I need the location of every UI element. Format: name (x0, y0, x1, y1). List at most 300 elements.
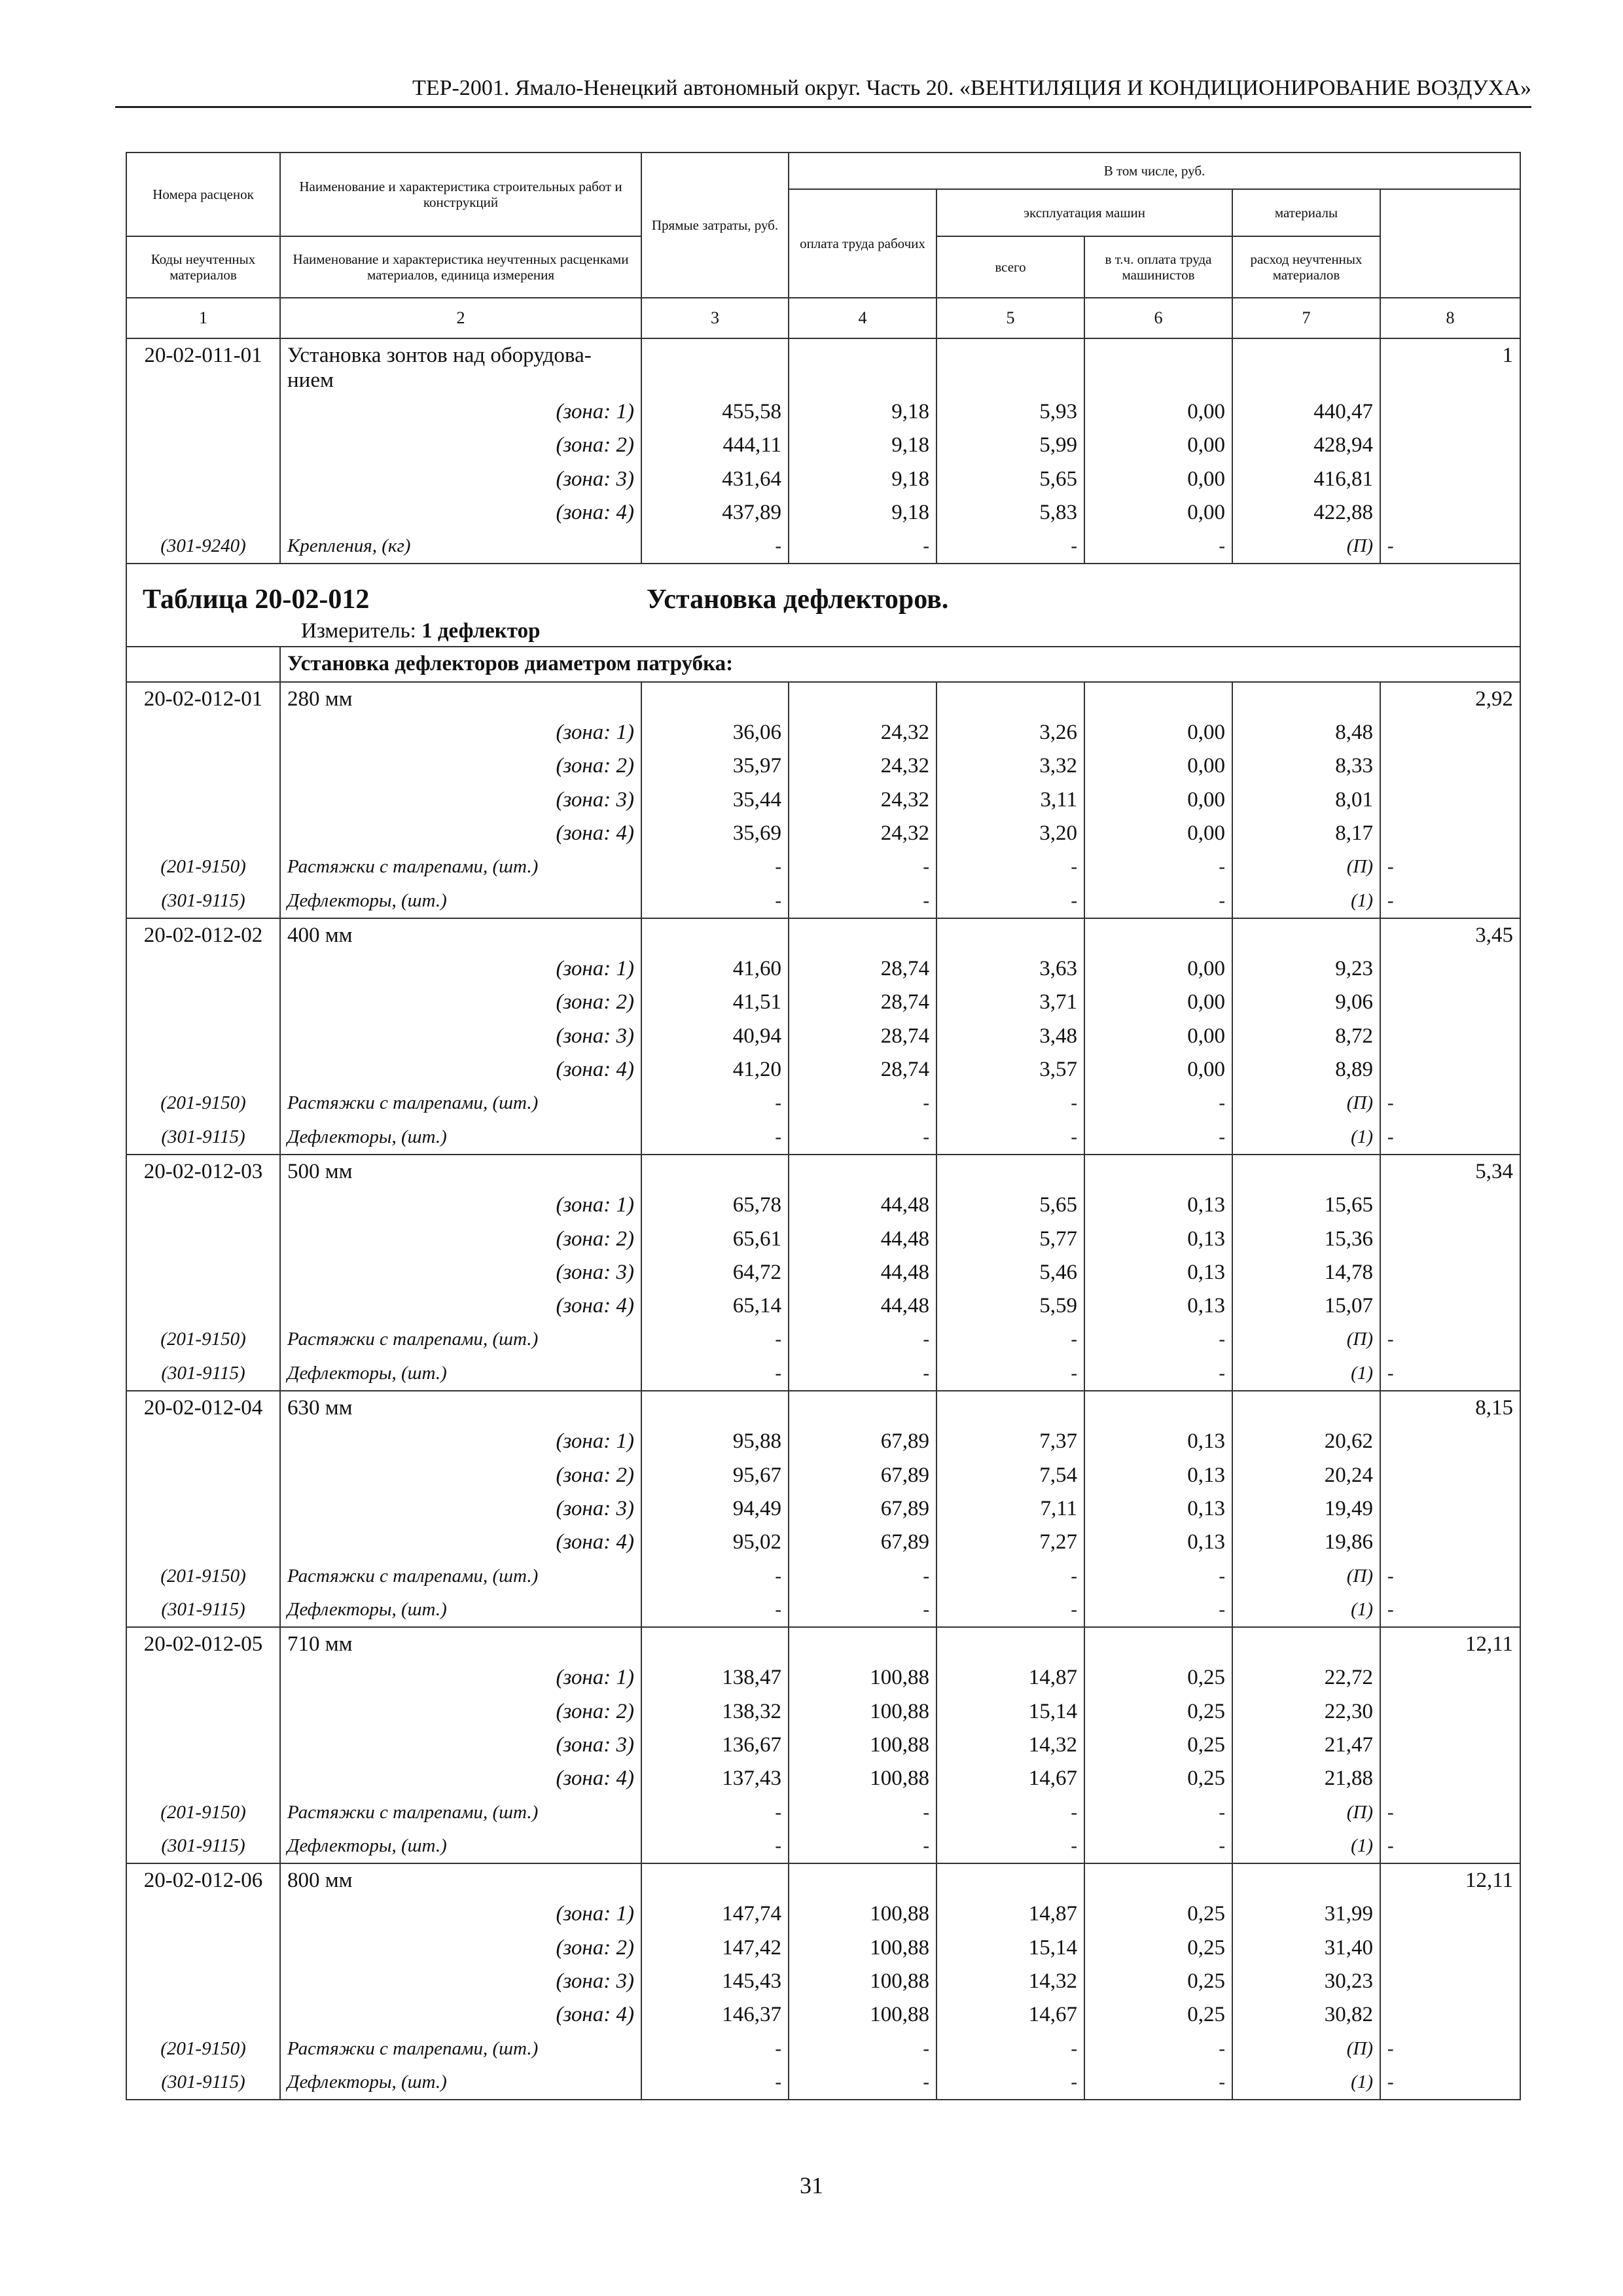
cost-value: 14,78 (1232, 1256, 1380, 1289)
empty-cell (1380, 1897, 1520, 1931)
rate-code: 20-02-012-06 (126, 1863, 280, 1897)
cost-value: 5,77 (936, 1223, 1084, 1256)
zone-label: (зона: 3) (280, 1729, 641, 1762)
cost-value: 28,74 (789, 1053, 936, 1086)
dash-value: - (936, 2032, 1084, 2066)
dash-value: - (1380, 1829, 1520, 1863)
rate-name: 400 мм (280, 918, 641, 952)
dash-value: - (1084, 1121, 1232, 1155)
cost-value: 64,72 (641, 1256, 789, 1289)
dash-value: - (1380, 1323, 1520, 1356)
empty-cell (1380, 429, 1520, 462)
dash-value: - (641, 1357, 789, 1391)
col-header-rate-numbers: Номера расценок (126, 152, 280, 236)
cost-value: 0,25 (1084, 1931, 1232, 1965)
cost-value: 44,48 (789, 1289, 936, 1323)
rate-title-row (126, 1863, 1520, 1897)
empty-cell (1084, 682, 1232, 716)
cost-value: 100,88 (789, 1931, 936, 1965)
table-subtitle-row (126, 647, 1520, 681)
empty-cell (1380, 817, 1520, 850)
empty-cell (1380, 463, 1520, 496)
cost-value: 147,74 (641, 1897, 789, 1931)
material-consumption: (1) (1232, 884, 1380, 918)
material-consumption: (П) (1232, 1796, 1380, 1829)
dash-value: - (789, 1121, 936, 1155)
col-header-material-consumption: расход неучтенных материалов (1232, 236, 1380, 298)
empty-cell (126, 1998, 280, 2032)
dash-value: - (936, 1323, 1084, 1356)
empty-cell (1084, 1391, 1232, 1425)
rate-name: 710 мм (280, 1627, 641, 1661)
empty-cell (1232, 1391, 1380, 1425)
empty-cell (1380, 1189, 1520, 1222)
col-header-direct-costs: Прямые затраты, руб. (641, 152, 789, 298)
dash-value: - (1084, 2066, 1232, 2100)
empty-cell (126, 1289, 280, 1323)
empty-cell (126, 496, 280, 529)
cost-value: 95,88 (641, 1425, 789, 1458)
empty-cell (1380, 1492, 1520, 1526)
cost-value: 440,47 (1232, 395, 1380, 429)
cost-value: 0,00 (1084, 817, 1232, 850)
material-consumption: (1) (1232, 1829, 1380, 1863)
cost-value: 35,69 (641, 817, 789, 850)
zone-label: (зона: 1) (280, 1661, 641, 1695)
dash-value: - (789, 1593, 936, 1627)
empty-cell (126, 1020, 280, 1053)
empty-cell (936, 338, 1084, 395)
dash-value: - (1084, 1593, 1232, 1627)
cost-value: 3,26 (936, 716, 1084, 749)
rate-title-row (126, 338, 1520, 395)
empty-cell (126, 1256, 280, 1289)
zone-row (126, 1459, 1520, 1492)
dash-value: - (789, 1357, 936, 1391)
table-code: Таблица 20-02-012 (143, 584, 370, 615)
col-number: 6 (1084, 298, 1232, 338)
material-name: Растяжки с талрепами, (шт.) (280, 1086, 641, 1120)
rate-title-row (126, 918, 1520, 952)
cost-value: 95,67 (641, 1459, 789, 1492)
cost-value: 14,67 (936, 1762, 1084, 1795)
material-row (126, 884, 1520, 918)
cost-value: 0,00 (1084, 952, 1232, 986)
col-number: 4 (789, 298, 936, 338)
empty-cell (1232, 1155, 1380, 1189)
material-code: (201-9150) (126, 1323, 280, 1356)
empty-cell (789, 918, 936, 952)
cost-value: 0,00 (1084, 783, 1232, 817)
empty-cell (1380, 716, 1520, 749)
zone-label: (зона: 3) (280, 1492, 641, 1526)
cost-value: 0,25 (1084, 1661, 1232, 1695)
empty-cell (1380, 496, 1520, 529)
empty-cell (936, 1391, 1084, 1425)
dash-value: - (936, 1829, 1084, 1863)
dash-value: - (641, 529, 789, 564)
cost-value: 24,32 (789, 749, 936, 783)
cost-value: 7,54 (936, 1459, 1084, 1492)
empty-cell (1232, 338, 1380, 395)
cost-value: 35,97 (641, 749, 789, 783)
dash-value: - (789, 1560, 936, 1593)
cost-value: 41,60 (641, 952, 789, 986)
meter-value: 1 дефлектор (421, 619, 541, 643)
cost-value: 3,71 (936, 986, 1084, 1019)
cost-value: 22,72 (1232, 1661, 1380, 1695)
dash-value: - (1380, 884, 1520, 918)
material-code: (201-9150) (126, 1086, 280, 1120)
zone-row (126, 1897, 1520, 1931)
col-header-worker-pay: оплата труда рабочих (789, 189, 936, 298)
dash-value: - (789, 1829, 936, 1863)
dash-value: - (641, 1796, 789, 1829)
dash-value: - (1084, 2032, 1232, 2066)
zone-label: (зона: 4) (280, 1998, 641, 2032)
cost-value: 9,18 (789, 429, 936, 462)
cost-value: 3,11 (936, 783, 1084, 817)
cost-value: 9,18 (789, 463, 936, 496)
table-subtitle: Установка дефлекторов диаметром патрубка: (280, 647, 1520, 681)
empty-cell (936, 918, 1084, 952)
cost-value: 28,74 (789, 952, 936, 986)
cost-value: 7,11 (936, 1492, 1084, 1526)
cost-value: 41,51 (641, 986, 789, 1019)
cost-value: 20,24 (1232, 1459, 1380, 1492)
cost-value: 31,40 (1232, 1931, 1380, 1965)
zone-label: (зона: 4) (280, 1526, 641, 1559)
empty-cell (126, 1223, 280, 1256)
dash-value: - (641, 1121, 789, 1155)
cost-value: 9,06 (1232, 986, 1380, 1019)
dash-value: - (936, 1086, 1084, 1120)
material-consumption: (П) (1232, 850, 1380, 884)
cost-value: 24,32 (789, 716, 936, 749)
dash-value: - (936, 529, 1084, 564)
zone-row (126, 1256, 1520, 1289)
dash-value: - (936, 850, 1084, 884)
cost-value: 20,62 (1232, 1425, 1380, 1458)
zone-label: (зона: 3) (280, 783, 641, 817)
material-code: (201-9150) (126, 2032, 280, 2066)
zone-row (126, 783, 1520, 817)
empty-cell (1232, 1627, 1380, 1661)
empty-cell (126, 986, 280, 1019)
zone-label: (зона: 1) (280, 716, 641, 749)
zone-row (126, 749, 1520, 783)
col-header-machinist-pay: в т.ч. оплата труда машинистов (1084, 236, 1232, 298)
cost-value: 431,64 (641, 463, 789, 496)
material-code: (301-9115) (126, 1357, 280, 1391)
cost-value: 19,49 (1232, 1492, 1380, 1526)
cost-value: 8,33 (1232, 749, 1380, 783)
material-row (126, 1796, 1520, 1829)
zone-label: (зона: 3) (280, 1256, 641, 1289)
dash-value: - (789, 2066, 936, 2100)
cost-value: 0,00 (1084, 986, 1232, 1019)
col-number: 8 (1380, 298, 1520, 338)
page-header: ТЕР-2001. Ямало-Ненецкий автономный округ. Часть 20. «ВЕНТИЛЯЦИЯ И КОНДИЦИОНИРОВАНИЕ ВОЗДУХА» (115, 71, 1531, 108)
material-row (126, 2066, 1520, 2100)
col-number: 7 (1232, 298, 1380, 338)
zone-row (126, 1223, 1520, 1256)
cost-value: 147,42 (641, 1931, 789, 1965)
dash-value: - (1084, 1357, 1232, 1391)
cost-value: 44,48 (789, 1223, 936, 1256)
material-name: Дефлекторы, (шт.) (280, 1121, 641, 1155)
empty-cell (1380, 395, 1520, 429)
dash-value: - (789, 884, 936, 918)
material-row (126, 529, 1520, 564)
zone-label: (зона: 4) (280, 1762, 641, 1795)
empty-cell (126, 1729, 280, 1762)
cost-value: 67,89 (789, 1492, 936, 1526)
dash-value: - (1084, 1829, 1232, 1863)
empty-cell (1084, 338, 1232, 395)
empty-cell (1380, 1526, 1520, 1559)
dash-value: - (1084, 1560, 1232, 1593)
dash-value: - (789, 1086, 936, 1120)
material-row (126, 1323, 1520, 1356)
empty-cell (641, 918, 789, 952)
zone-row (126, 1661, 1520, 1695)
col-header-machines-total: всего (936, 236, 1084, 298)
empty-cell (126, 783, 280, 817)
dash-value: - (641, 1323, 789, 1356)
cost-value: 67,89 (789, 1526, 936, 1559)
dash-value: - (789, 529, 936, 564)
zone-row (126, 1425, 1520, 1458)
col-header-group-machines: эксплуатация машин (936, 189, 1232, 236)
zone-label: (зона: 2) (280, 429, 641, 462)
cost-value: 5,46 (936, 1256, 1084, 1289)
rate-code: 20-02-012-02 (126, 918, 280, 952)
rate-code: 20-02-011-01 (126, 338, 280, 395)
labor-cost: 2,92 (1380, 682, 1520, 716)
cost-value: 3,20 (936, 817, 1084, 850)
zone-label: (зона: 1) (280, 1897, 641, 1931)
rate-code: 20-02-012-01 (126, 682, 280, 716)
zone-row (126, 1053, 1520, 1086)
zone-row (126, 1965, 1520, 1998)
empty-cell (1084, 1863, 1232, 1897)
cost-value: 7,37 (936, 1425, 1084, 1458)
empty-cell (126, 1425, 280, 1458)
material-consumption: (П) (1232, 1560, 1380, 1593)
col-number: 3 (641, 298, 789, 338)
empty-cell (641, 1155, 789, 1189)
cost-value: 100,88 (789, 1762, 936, 1795)
material-code: (301-9240) (126, 529, 280, 564)
rates-table (126, 152, 1521, 2100)
cost-value: 30,23 (1232, 1965, 1380, 1998)
material-name: Дефлекторы, (шт.) (280, 884, 641, 918)
zone-row (126, 1695, 1520, 1729)
dash-value: - (1084, 1796, 1232, 1829)
cost-value: 145,43 (641, 1965, 789, 1998)
dash-value: - (641, 1560, 789, 1593)
dash-value: - (1084, 850, 1232, 884)
material-code: (301-9115) (126, 884, 280, 918)
table-caption-row (126, 564, 1520, 647)
rate-name: Установка зонтов над оборудова-нием (280, 338, 641, 395)
empty-cell (789, 1155, 936, 1189)
cost-value: 14,87 (936, 1897, 1084, 1931)
cost-value: 44,48 (789, 1256, 936, 1289)
dash-value: - (936, 1796, 1084, 1829)
zone-label: (зона: 1) (280, 1425, 641, 1458)
cost-value: 35,44 (641, 783, 789, 817)
dash-value: - (789, 850, 936, 884)
cost-value: 0,25 (1084, 1762, 1232, 1795)
empty-cell (126, 1897, 280, 1931)
material-name: Дефлекторы, (шт.) (280, 1829, 641, 1863)
zone-label: (зона: 3) (280, 1965, 641, 1998)
cost-value: 0,13 (1084, 1223, 1232, 1256)
empty-cell (1380, 1053, 1520, 1086)
cost-value: 8,72 (1232, 1020, 1380, 1053)
cost-value: 416,81 (1232, 463, 1380, 496)
labor-cost: 5,34 (1380, 1155, 1520, 1189)
zone-label: (зона: 1) (280, 395, 641, 429)
dash-value: - (789, 1796, 936, 1829)
material-code: (201-9150) (126, 1796, 280, 1829)
material-name: Растяжки с талрепами, (шт.) (280, 1323, 641, 1356)
col-number: 1 (126, 298, 280, 338)
cost-value: 5,65 (936, 463, 1084, 496)
zone-row (126, 1762, 1520, 1795)
col-header-material-names: Наименование и характеристика неучтенных расценками материалов, единица измерения (280, 236, 641, 298)
cost-value: 44,48 (789, 1189, 936, 1222)
material-code: (201-9150) (126, 1560, 280, 1593)
cost-value: 0,25 (1084, 1729, 1232, 1762)
col-header-group-in-total: В том числе, руб. (789, 152, 1520, 189)
empty-cell (789, 682, 936, 716)
empty-cell (936, 1627, 1084, 1661)
dash-value: - (936, 1560, 1084, 1593)
empty-cell (1380, 1289, 1520, 1323)
cost-value: 14,32 (936, 1965, 1084, 1998)
cost-value: 28,74 (789, 1020, 936, 1053)
cost-value: 15,36 (1232, 1223, 1380, 1256)
empty-cell (1380, 1223, 1520, 1256)
empty-cell (1380, 986, 1520, 1019)
cost-value: 100,88 (789, 1965, 936, 1998)
empty-cell (641, 338, 789, 395)
page-number: 31 (800, 2172, 823, 2198)
material-consumption: (П) (1232, 2032, 1380, 2066)
cost-value: 0,25 (1084, 1965, 1232, 1998)
zone-row (126, 1289, 1520, 1323)
cost-value: 0,13 (1084, 1526, 1232, 1559)
material-row (126, 2032, 1520, 2066)
zone-row (126, 1931, 1520, 1965)
empty-cell (1380, 1256, 1520, 1289)
cost-value: 8,48 (1232, 716, 1380, 749)
cost-value: 8,89 (1232, 1053, 1380, 1086)
col-number: 2 (280, 298, 641, 338)
labor-cost: 8,15 (1380, 1391, 1520, 1425)
material-code: (301-9115) (126, 2066, 280, 2100)
dash-value: - (641, 1829, 789, 1863)
zone-row (126, 1189, 1520, 1222)
cost-value: 100,88 (789, 1661, 936, 1695)
cost-value: 0,13 (1084, 1425, 1232, 1458)
cost-value: 3,48 (936, 1020, 1084, 1053)
col-number: 5 (936, 298, 1084, 338)
material-consumption: (1) (1232, 1593, 1380, 1627)
col-header-material-codes: Коды неучтенных материалов (126, 236, 280, 298)
dash-value: - (1380, 1357, 1520, 1391)
empty-cell (126, 1053, 280, 1086)
dash-value: - (1380, 1593, 1520, 1627)
dash-value: - (1380, 850, 1520, 884)
dash-value: - (641, 2032, 789, 2066)
empty-cell (126, 1459, 280, 1492)
empty-cell (1380, 1965, 1520, 1998)
empty-cell (126, 1762, 280, 1795)
table-body (126, 338, 1520, 2100)
zone-row (126, 716, 1520, 749)
material-row (126, 1357, 1520, 1391)
cost-value: 15,14 (936, 1931, 1084, 1965)
cost-value: 19,86 (1232, 1526, 1380, 1559)
empty-cell (1380, 749, 1520, 783)
labor-cost: 1 (1380, 338, 1520, 395)
empty-cell (126, 463, 280, 496)
empty-cell (936, 682, 1084, 716)
dash-value: - (1380, 2066, 1520, 2100)
rate-name: 500 мм (280, 1155, 641, 1189)
meter-label: Измеритель: (301, 619, 422, 643)
empty-cell (1380, 952, 1520, 986)
cost-value: 5,83 (936, 496, 1084, 529)
cost-value: 0,25 (1084, 1695, 1232, 1729)
material-code: (201-9150) (126, 850, 280, 884)
zone-label: (зона: 1) (280, 952, 641, 986)
empty-cell (126, 1189, 280, 1222)
dash-value: - (789, 2032, 936, 2066)
dash-value: - (936, 1357, 1084, 1391)
dash-value: - (1380, 1086, 1520, 1120)
empty-cell (126, 1695, 280, 1729)
cost-value: 65,61 (641, 1223, 789, 1256)
dash-value: - (936, 1121, 1084, 1155)
cost-value: 5,99 (936, 429, 1084, 462)
cost-value: 0,13 (1084, 1256, 1232, 1289)
zone-label: (зона: 3) (280, 463, 641, 496)
cost-value: 65,78 (641, 1189, 789, 1222)
dash-value: - (936, 884, 1084, 918)
dash-value: - (936, 2066, 1084, 2100)
zone-row (126, 817, 1520, 850)
dash-value: - (1380, 529, 1520, 564)
empty-cell (789, 1391, 936, 1425)
zone-row (126, 1526, 1520, 1559)
material-name: Растяжки с талрепами, (шт.) (280, 1796, 641, 1829)
material-row (126, 1086, 1520, 1120)
cost-value: 95,02 (641, 1526, 789, 1559)
cost-value: 444,11 (641, 429, 789, 462)
col-header-work-name: Наименование и характеристика строительных работ и конструкций (280, 152, 641, 236)
empty-cell (1084, 1155, 1232, 1189)
material-name: Дефлекторы, (шт.) (280, 1593, 641, 1627)
dash-value: - (1380, 2032, 1520, 2066)
cost-value: 138,32 (641, 1695, 789, 1729)
rate-title-row (126, 1627, 1520, 1661)
rate-code: 20-02-012-04 (126, 1391, 280, 1425)
